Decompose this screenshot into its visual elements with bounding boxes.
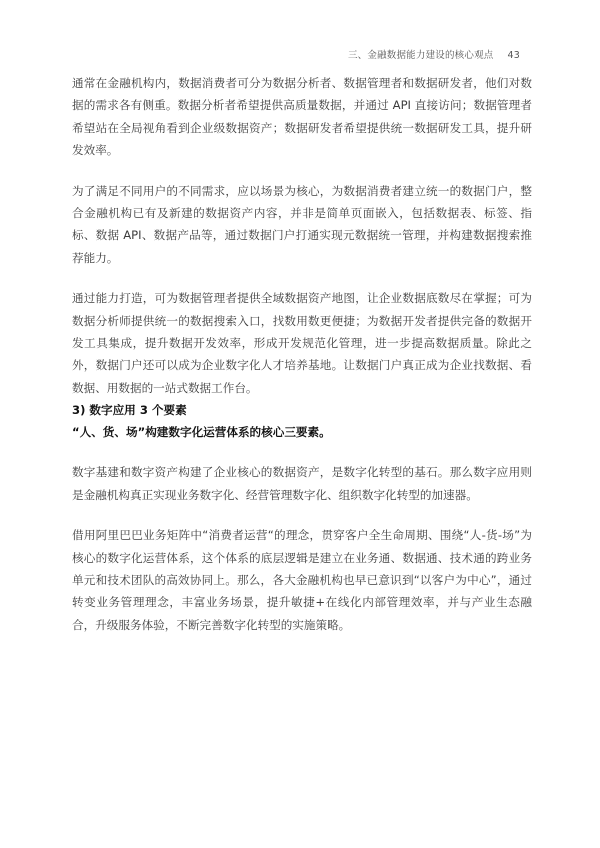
page-header xyxy=(348,47,520,61)
main-content xyxy=(72,72,532,636)
paragraph-digital-foundation: 数字基建和数字资产构建了企业核心的数据资产，是数字化转型的基石。那么数字应用则是金融机构真正实现业务数字化、经营管理数字化、组织数字化转型的加速器。 xyxy=(72,465,532,502)
paragraph-capability-building: 通过能力打造，可为数据管理者提供全域数据资产地图，让企业数据底数尽在掌握；可为数据分析师提供统一的数据搜索入口，找数用数更便捷；为数据开发者提供完备的数据开发工具集成，提升数据开发效率，形成开发规范化管理，进一步提高数据质量。除此之外，数据门户还可以成为企业数字化人才培养基地。让数据门户真正成为企业找数据、看数据、用数据的一站式数据工作台。 xyxy=(72,291,532,395)
section-heading-digital-application: 3) 数字应用 3 个要素 xyxy=(72,403,187,418)
paragraph-consumer-operations: 借用阿里巴巴业务矩阵中“消费者运营“的理念，贯穿客户全生命周期、围绕“人-货-场”为核心的数字化运营体系，这个体系的底层逻辑是建立在业务通、数据通、技术通的跨业务单元和技术团队的高效协同上。那么，各大金融机构也早已意识到“以客户为中心”，通过转变业务管理理念，丰富业务场景，提升敏捷+在线化内部管理效率，并与产业生态融合，升级服务体验，不断完善数字化转型的实施策略。 xyxy=(72,528,532,632)
page-number: 43 xyxy=(507,50,520,61)
section-title: 三、金融数据能力建设的核心观点 xyxy=(347,50,494,61)
paragraph-data-consumers: 通常在金融机构内，数据消费者可分为数据分析者、数据管理者和数据研发者，他们对数据的需求各有侧重。数据分析者希望提供高质量数据，并通过 API 直接访问；数据管理者希望站在全局视角看到企业级数据资产；数据研发者希望提供统一数据研发工具，提升研发效率。 xyxy=(72,76,532,158)
paragraph-data-portal: 为了满足不同用户的不同需求，应以场景为核心，为数据消费者建立统一的数据门户，整合金融机构已有及新建的数据资产内容，并非是简单页面嵌入，包括数据表、标签、指标、数据 API、数据产品等，通过数据门户打通实现元数据统一管理，并构建数据搜索推荐能力。 xyxy=(72,183,532,265)
subheading-three-elements: “人、货、场”构建数字化运营体系的核心三要素。 xyxy=(72,425,331,440)
